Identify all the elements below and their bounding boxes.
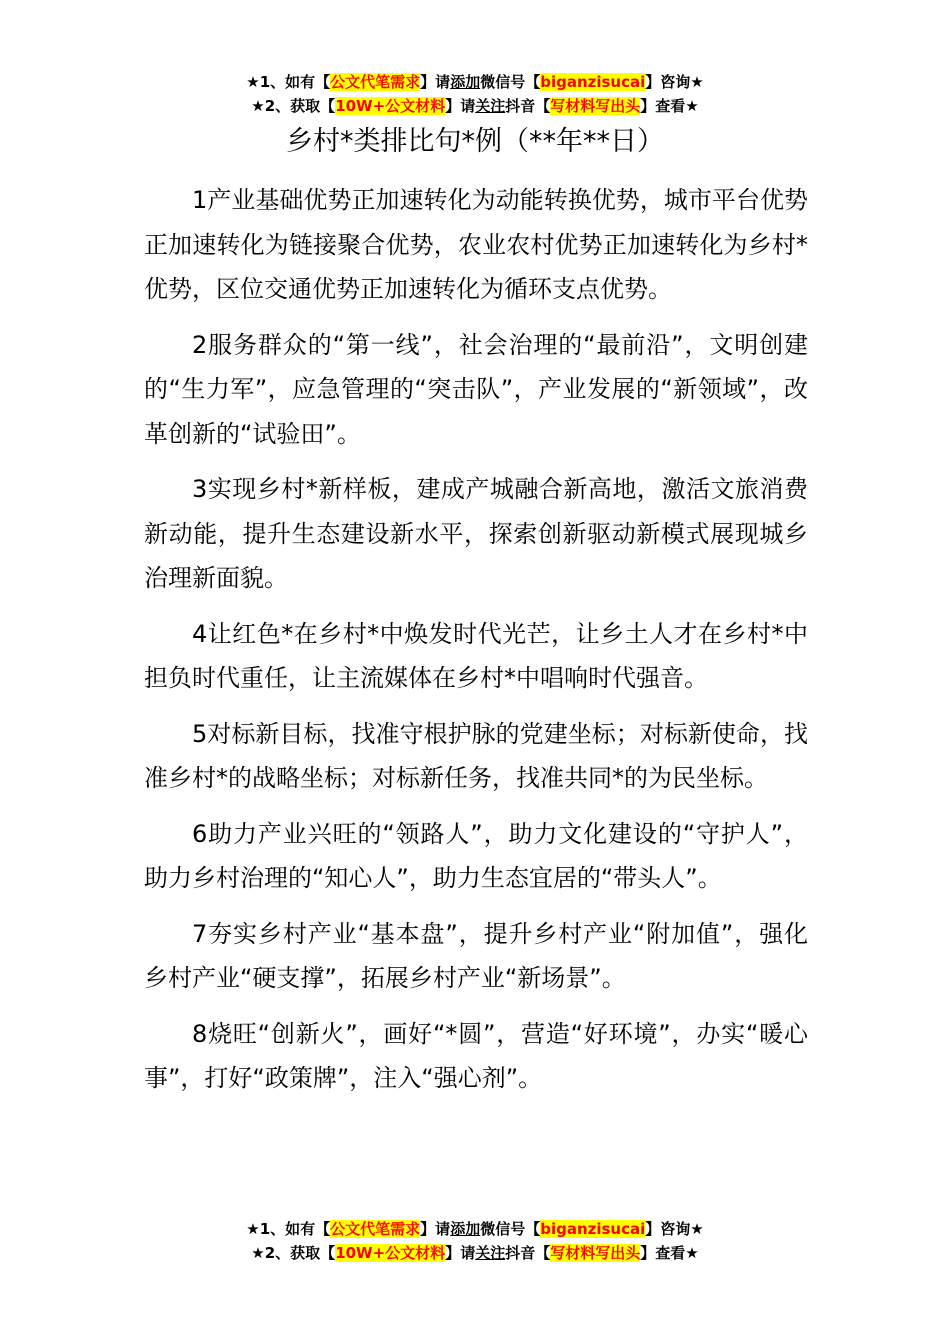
star-icon: ★ bbox=[246, 73, 260, 91]
banner-emphasis: 关注 bbox=[475, 1244, 506, 1262]
footer-banner bbox=[0, 1217, 950, 1265]
paragraph: 2服务群众的“第一线”，社会治理的“最前沿”，文明创建的“生力军”，应急管理的“突击队”，产业发展的“新领域”，改革创新的“试验田”。 bbox=[144, 330, 808, 448]
paragraph: 6助力产业兴旺的“领路人”，助力文化建设的“守护人”，助力乡村治理的“知心人”，助力生态宜居的“带头人”。 bbox=[144, 819, 808, 892]
banner-text: 微信号【 bbox=[480, 1220, 541, 1238]
highlight-service: 公文代笔需求 bbox=[330, 73, 421, 91]
banner-text: 微信号【 bbox=[480, 73, 541, 91]
banner-line-1 bbox=[0, 70, 950, 94]
banner-text: 1、如有【 bbox=[259, 73, 331, 91]
paragraph: 7夯实乡村产业“基本盘”，提升乡村产业“附加值”，强化乡村产业“硬支撑”，拓展乡村产业“新场景”。 bbox=[144, 919, 808, 992]
paragraph: 4让红色*在乡村*中焕发时代光芒，让乡土人才在乡村*中担负时代重任，让主流媒体在乡村*中唱响时代强音。 bbox=[144, 619, 808, 692]
highlight-service: 公文代笔需求 bbox=[330, 1220, 421, 1238]
banner-text: 】请 bbox=[445, 97, 476, 115]
banner-text: 】请 bbox=[445, 1244, 476, 1262]
paragraph: 8烧旺“创新火”，画好“*圆”，营造“好环境”，办实“暖心事”，打好“政策牌”，注入“强心剂”。 bbox=[144, 1019, 808, 1092]
highlight-wechat-id: biganzisucai bbox=[540, 1220, 646, 1238]
banner-text: 】请 bbox=[420, 73, 451, 91]
highlight-materials: 10W+公文材料 bbox=[335, 1244, 446, 1262]
banner-text: 抖音【 bbox=[505, 1244, 551, 1262]
paragraph: 3实现乡村*新样板，建成产城融合新高地，激活文旅消费新动能，提升生态建设新水平，探索创新驱动新模式展现城乡治理新面貌。 bbox=[144, 475, 808, 592]
banner-text: 】咨询★ bbox=[645, 73, 704, 91]
document-title: 乡村*类排比句*例（**年**日） bbox=[286, 126, 664, 157]
banner-line-1 bbox=[0, 1217, 950, 1241]
banner-text: 】查看★ bbox=[640, 97, 699, 115]
banner-text: 】咨询★ bbox=[645, 1220, 704, 1238]
banner-text: 抖音【 bbox=[505, 97, 551, 115]
banner-emphasis: 添加 bbox=[450, 73, 481, 91]
star-icon: ★ bbox=[251, 1244, 265, 1262]
document-body bbox=[144, 178, 808, 1112]
star-icon: ★ bbox=[251, 97, 265, 115]
banner-emphasis: 关注 bbox=[475, 97, 506, 115]
highlight-douyin: 写材料写出头 bbox=[550, 97, 641, 115]
star-icon: ★ bbox=[246, 1220, 260, 1238]
paragraph: 5对标新目标，找准守根护脉的党建坐标；对标新使命，找准乡村*的战略坐标；对标新任务，找准共同*的为民坐标。 bbox=[144, 719, 808, 792]
header-banner bbox=[0, 70, 950, 118]
highlight-materials: 10W+公文材料 bbox=[335, 97, 446, 115]
banner-line-2 bbox=[0, 94, 950, 118]
banner-line-2 bbox=[0, 1241, 950, 1265]
banner-text: 1、如有【 bbox=[259, 1220, 331, 1238]
banner-text: 2、获取【 bbox=[264, 1244, 336, 1262]
banner-text: 】请 bbox=[420, 1220, 451, 1238]
banner-emphasis: 添加 bbox=[450, 1220, 481, 1238]
paragraph: 1产业基础优势正加速转化为动能转换优势，城市平台优势正加速转化为链接聚合优势，农业农村优势正加速转化为乡村*优势，区位交通优势正加速转化为循环支点优势。 bbox=[144, 186, 808, 303]
banner-text: 2、获取【 bbox=[264, 97, 336, 115]
highlight-wechat-id: biganzisucai bbox=[540, 73, 646, 91]
banner-text: 】查看★ bbox=[640, 1244, 699, 1262]
highlight-douyin: 写材料写出头 bbox=[550, 1244, 641, 1262]
